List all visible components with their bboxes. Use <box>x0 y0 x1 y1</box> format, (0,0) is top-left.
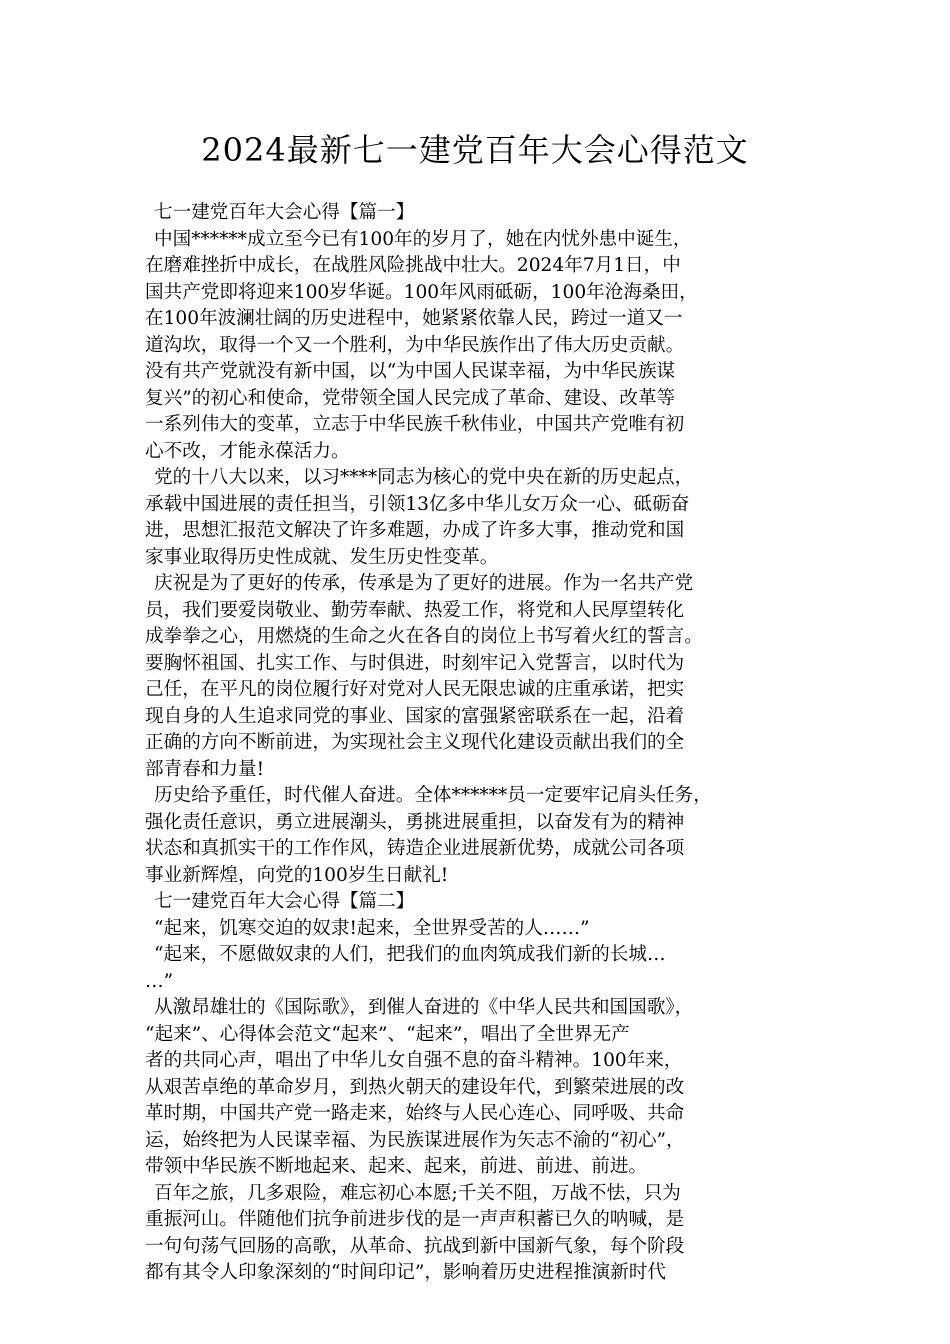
text-line: 一句句荡气回肠的高歌，从革命、抗战到新中国新气象，每个阶段 <box>145 1235 685 1257</box>
text-line: 没有共产党就没有新中国，以“为中国人民谋幸福，为中华民族谋 <box>145 361 676 382</box>
text-line: 事业新辉煌，向党的100岁生日献礼! <box>145 864 449 886</box>
text-line: 中国******成立至今已有100年的岁月了，她在内忧外患中诞生， <box>154 228 692 250</box>
text-line: 庆祝是为了更好的传承，传承是为了更好的进展。作为一名共产党 <box>154 573 694 594</box>
text-line: 现自身的人生追求同党的事业、国家的富强紧密联系在一起，沿着 <box>145 705 685 727</box>
text-line: 正确的方向不断前进，为实现社会主义现代化建设贡献出我们的全 <box>145 732 685 753</box>
text-line: 在100年波澜壮阔的历史进程中，她紧紧依靠人民，跨过一道又一 <box>145 308 683 329</box>
text-line: 心不改，才能永葆活力。 <box>145 440 350 462</box>
document-title: 2024最新七一建党百年大会心得范文 <box>201 131 749 169</box>
text-line: 在磨难挫折中成长，在战胜风险挑战中壮大。2024年7月1日，中 <box>145 255 681 276</box>
document-body <box>145 200 815 1287</box>
text-line: 都有其令人印象深刻的“时间印记”，影响着历史进程推演新时代 <box>145 1262 667 1283</box>
text-line: 带领中华民族不断地起来、起来、起来，前进、前进、前进。 <box>145 1156 648 1177</box>
text-line: 一系列伟大的变革，立志于中华民族千秋伟业，中国共产党唯有初 <box>145 414 685 435</box>
text-line: 从激昂雄壮的《国际歌》，到催人奋进的《中华人民共和国国歌》， <box>154 997 694 1018</box>
section-heading: 七一建党百年大会心得【篇一】 <box>154 202 415 223</box>
text-line: 强化责任意识，勇立进展潮头，勇挑进展重担，以奋发有为的精神 <box>145 811 685 833</box>
text-line: 家事业取得历史性成就、发生历史性变革。 <box>145 546 499 568</box>
text-line: 进，思想汇报范文解决了许多难题，办成了许多大事，推动党和国 <box>145 520 685 541</box>
text-line: 革时期，中国共产党一路走来，始终与人民心连心、同呼吸、共命 <box>145 1103 685 1124</box>
text-line: 者的共同心声，唱出了中华儿女自强不息的奋斗精神。100年来， <box>145 1050 683 1071</box>
text-line: “起来，饥寒交迫的奴隶!起来，全世界受苦的人……” <box>154 917 590 939</box>
text-line: 承载中国进展的责任担当，引领13亿多中华儿女万众一心、砥砺奋 <box>145 493 690 515</box>
section-heading: 七一建党百年大会心得【篇二】 <box>154 891 415 912</box>
text-line: 复兴”的初心和使命，党带领全国人民完成了革命、建设、改革等 <box>145 387 676 409</box>
text-line: “起来”、心得体会范文“起来”、“起来”，唱出了全世界无产 <box>145 1023 630 1045</box>
text-line: 部青春和力量! <box>145 758 265 780</box>
text-line: 员，我们要爱岗敬业、勤劳奉献、热爱工作，将党和人民厚望转化 <box>145 599 685 621</box>
text-line: 运，始终把为人民谋幸福、为民族谋进展作为矢志不渝的“初心”， <box>145 1129 685 1151</box>
text-line: 成拳拳之心，用燃烧的生命之火在各自的岗位上书写着火红的誓言。 <box>145 626 703 647</box>
text-line: 状态和真抓实干的工作作风，铸造企业进展新优势，成就公司各项 <box>145 838 685 859</box>
text-line: 己任，在平凡的岗位履行好对党对人民无限忠诚的庄重承诺，把实 <box>145 679 685 700</box>
text-line: 历史给予重任，时代催人奋进。全体******员一定要牢记肩头任务， <box>154 785 712 806</box>
text-line: “起来，不愿做奴隶的人们，把我们的血肉筑成我们新的长城… <box>154 944 666 965</box>
text-line: 重振河山。伴随他们抗争前进步伐的是一声声积蓄已久的呐喊，是 <box>145 1209 685 1230</box>
text-line: 百年之旅，几多艰险，难忘初心本愿;千关不阻，万战不怯，只为 <box>154 1182 681 1204</box>
text-line: 党的十八大以来，以习****同志为核心的党中央在新的历史起点， <box>154 467 694 488</box>
text-line: 要胸怀祖国、扎实工作、与时俱进，时刻牢记入党誓言，以时代为 <box>145 652 685 674</box>
text-line: 道沟坎，取得一个又一个胜利，为中华民族作出了伟大历史贡献。 <box>145 334 685 356</box>
text-line: 国共产党即将迎来100岁华诞。100年风雨砥砺，100年沧海桑田， <box>145 281 698 303</box>
text-line: …” <box>145 970 174 992</box>
text-line: 从艰苦卓绝的革命岁月，到热火朝天的建设年代，到繁荣进展的改 <box>145 1076 685 1098</box>
